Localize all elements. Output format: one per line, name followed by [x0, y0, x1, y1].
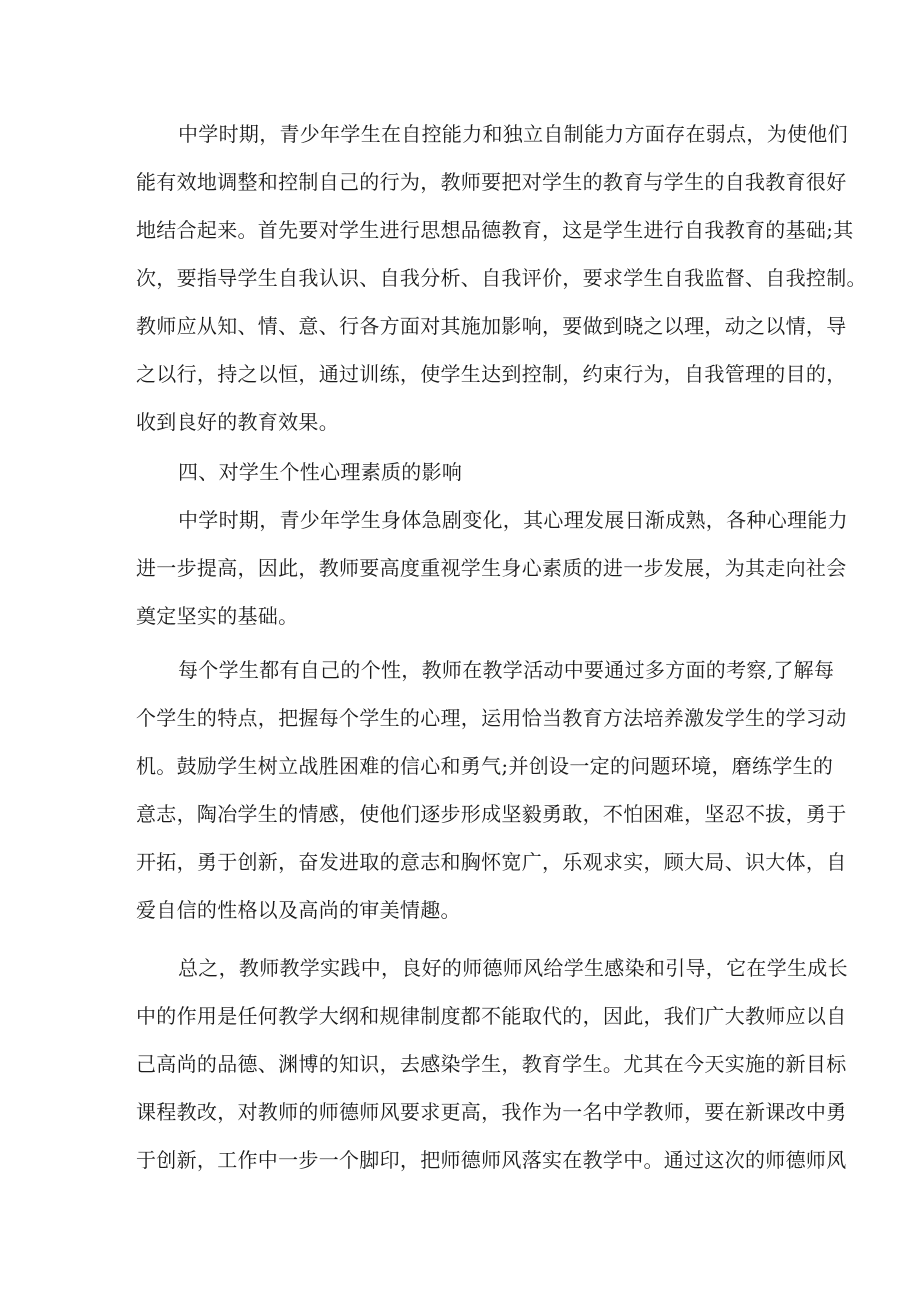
- paragraph-3-line-4: 意志，陶冶学生的情感，使他们逐步形成坚毅勇敢，不怕困难，坚忍不拔，勇于: [136, 802, 847, 826]
- paragraph-1-line-2: 能有效地调整和控制自己的行为，教师要把对学生的教育与学生的自我教育很好: [136, 170, 847, 194]
- paragraph-3-line-1: 每个学生都有自己的个性，教师在教学活动中要通过多方面的考察,了解每: [178, 658, 835, 682]
- paragraph-2-line-1: 中学时期，青少年学生身体急剧变化，其心理发展日渐成熟，各种心理能力: [178, 508, 848, 532]
- section-heading: 四、对学生个性心理素质的影响: [178, 460, 463, 484]
- paragraph-4-line-4: 课程教改，对教师的师德师风要求更高，我作为一名中学教师，要在新课改中勇: [136, 1100, 847, 1124]
- paragraph-3-line-3: 机。鼓励学生树立战胜困难的信心和勇气;并创设一定的问题环境，磨练学生的: [136, 754, 834, 778]
- paragraph-4-line-2: 中的作用是任何教学大纲和规律制度都不能取代的，因此，我们广大教师应以自: [136, 1004, 847, 1028]
- paragraph-2-line-3: 奠定坚实的基础。: [136, 604, 299, 628]
- paragraph-1-line-5: 教师应从知、情、意、行各方面对其施加影响，要做到晓之以理，动之以情，导: [136, 314, 847, 338]
- paragraph-1-line-1: 中学时期，青少年学生在自控能力和独立自制能力方面存在弱点，为使他们: [178, 122, 848, 146]
- paragraph-4-line-3: 己高尚的品德、渊博的知识，去感染学生，教育学生。尤其在今天实施的新目标: [136, 1052, 847, 1076]
- paragraph-3-line-2: 个学生的特点，把握每个学生的心理，运用恰当教育方法培养激发学生的学习动: [136, 706, 847, 730]
- paragraph-2-line-2: 进一步提高，因此，教师要高度重视学生身心素质的进一步发展，为其走向社会: [136, 556, 847, 580]
- paragraph-1-line-4: 次，要指导学生自我认识、自我分析、自我评价，要求学生自我监督、自我控制。: [136, 266, 867, 290]
- paragraph-1-line-7: 收到良好的教育效果。: [136, 410, 339, 434]
- paragraph-3-line-6: 爱自信的性格以及高尚的审美情趣。: [136, 898, 461, 922]
- paragraph-4-line-1: 总之，教师教学实践中，良好的师德师风给学生感染和引导，它在学生成长: [178, 956, 848, 980]
- paragraph-1-line-3: 地结合起来。首先要对学生进行思想品德教育，这是学生进行自我教育的基础;其: [136, 218, 854, 242]
- paragraph-4-line-5: 于创新，工作中一步一个脚印，把师德师风落实在教学中。通过这次的师德师风: [136, 1148, 847, 1172]
- paragraph-1-line-6: 之以行，持之以恒，通过训练，使学生达到控制，约束行为，自我管理的目的，: [136, 362, 847, 386]
- paragraph-3-line-5: 开拓，勇于创新，奋发进取的意志和胸怀宽广，乐观求实，顾大局、识大体，自: [136, 850, 847, 874]
